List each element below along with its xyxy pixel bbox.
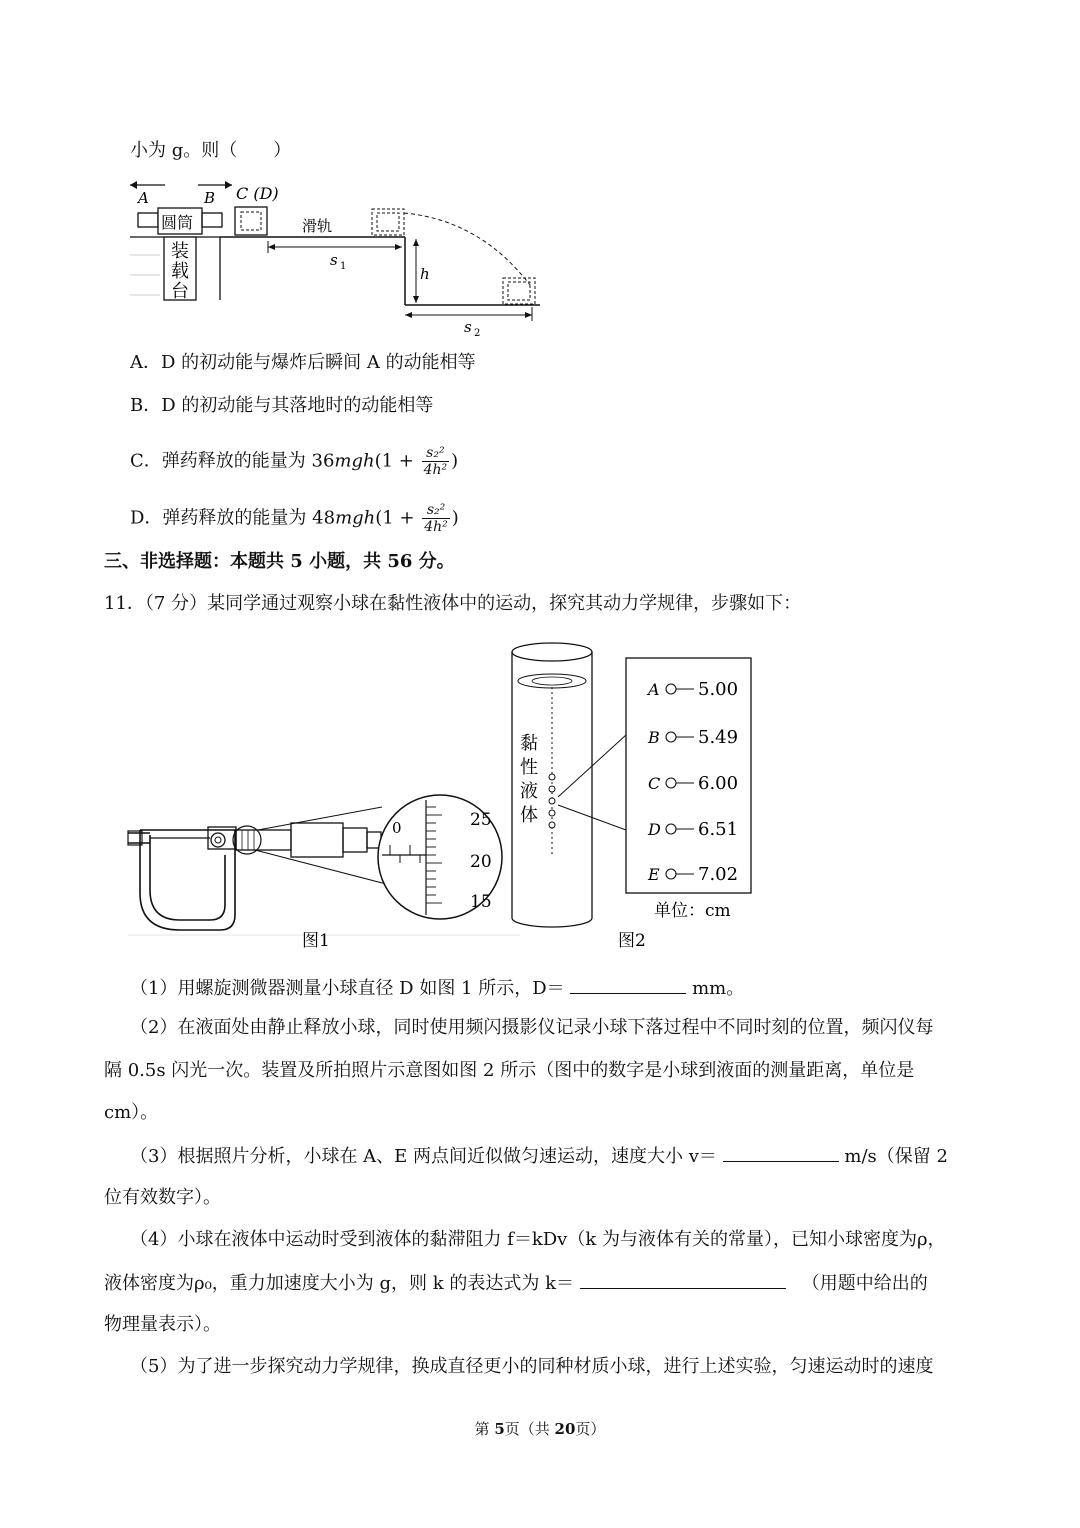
mic-20-label: 20: [470, 852, 492, 872]
mic-25-label: 25: [470, 810, 492, 830]
section-mid: 小题，共: [302, 551, 388, 572]
option-c-paren-open: (1 +: [374, 450, 420, 472]
q11-part-4-line-2: [104, 1270, 928, 1296]
answer-blank-k[interactable]: [580, 1270, 786, 1289]
page-footer: [0, 1418, 1080, 1439]
point-c-label: C: [648, 774, 661, 793]
frac-denominator: 4h²: [423, 462, 448, 478]
fig1-caption: 图1: [302, 931, 330, 951]
q11-part-2-line-1: （2）在液面处由静止释放小球，同时使用频闪摄影仪记录小球下落过程中不同时刻的位置，频闪仪每: [130, 1017, 934, 1038]
option-c-vars: mgh: [334, 450, 375, 472]
section-count: 5: [290, 551, 303, 572]
answer-blank-v[interactable]: [723, 1143, 839, 1162]
h-label: h: [420, 265, 430, 283]
part-4-text: 液体密度为ρ₀，重力加速度大小为 g，则 k 的表达式为 k＝: [104, 1273, 580, 1294]
part-4-tail: （用题中给出的: [801, 1273, 928, 1294]
option-d-vars: mgh: [335, 507, 376, 529]
q11-part-3-line-2: 位有效数字）。: [104, 1187, 221, 1208]
point-a-label: A: [648, 680, 660, 699]
mic-zero-label: 0: [392, 819, 402, 837]
q11-part-2-line-3: cm）。: [104, 1102, 159, 1123]
part-3-text: （3）根据照片分析，小球在 A、E 两点间近似做匀速运动，速度大小 v＝: [130, 1146, 723, 1167]
q10-figure: [120, 175, 560, 345]
q11-part-5-line-1: （5）为了进一步探究动力学规律，换成直径更小的同种材质小球，进行上述实验，匀速运动时的速度: [130, 1356, 934, 1377]
fig2-caption: 图2: [618, 931, 646, 951]
q11-part-4-line-1: （4）小球在液体中运动时受到液体的黏滞阻力 f＝kDv（k 为与液体有关的常量），已知小球密度为ρ，: [130, 1229, 946, 1250]
footer-pre: 第: [474, 1420, 495, 1438]
section-prefix: 三、非选择题：本题共: [104, 551, 291, 572]
option-c-fraction: [422, 445, 450, 478]
q11-figure: [120, 635, 780, 960]
point-b-value: 5.49: [698, 727, 739, 748]
section-suffix: 分。: [412, 551, 455, 572]
point-d-label: D: [648, 820, 661, 839]
q10-option-c: [130, 445, 458, 478]
liquid-char-2: 性: [520, 757, 538, 778]
frac-numerator: s₂²: [422, 445, 450, 462]
label-b: B: [204, 189, 216, 207]
q11-part-4-line-3: 物理量表示）。: [104, 1314, 221, 1335]
q11-header: 11．（7 分）某同学通过观察小球在黏性液体中的运动，探究其动力学规律，步骤如下：: [104, 593, 802, 614]
label-a: A: [138, 189, 149, 207]
q10-option-a: A．D 的初动能与爆炸后瞬间 A 的动能相等: [130, 352, 476, 373]
point-b-label: B: [648, 728, 660, 747]
option-d-fraction: [422, 502, 450, 535]
option-c-text: C．弹药释放的能量为: [130, 450, 312, 472]
stand-char-1: 装: [171, 241, 189, 262]
footer-mid: 页（共: [504, 1420, 555, 1438]
s2-sub: 2: [474, 328, 481, 339]
stand-char-2: 载: [171, 261, 189, 282]
frac-numerator: s₂²: [422, 502, 450, 519]
mic-15-label: 15: [470, 892, 492, 912]
cylinder-label: 圆筒: [161, 213, 194, 232]
s1-sub: 1: [340, 261, 347, 272]
liquid-char-4: 体: [520, 805, 538, 826]
liquid-char-1: 黏: [520, 733, 538, 754]
point-e-label: E: [648, 865, 660, 884]
option-c-coef: 36: [311, 450, 335, 472]
unit-label: 单位：cm: [654, 901, 731, 921]
q10-option-d: [130, 502, 459, 535]
section-points: 56: [387, 551, 413, 572]
rail-label: 滑轨: [302, 217, 333, 235]
footer-total: 20: [554, 1420, 576, 1438]
q10-stem-tail: 小为 g。则（ ）: [130, 140, 292, 161]
footer-post: 页）: [575, 1420, 606, 1438]
point-d-value: 6.51: [698, 819, 739, 840]
footer-page: 5: [494, 1420, 505, 1438]
frac-denominator: 4h²: [424, 519, 448, 535]
section-3-heading: [104, 550, 455, 574]
option-d-text: D．弹药释放的能量为: [130, 507, 313, 529]
option-d-paren-open: (1 +: [375, 507, 421, 529]
point-c-value: 6.00: [698, 773, 739, 794]
option-d-coef: 48: [312, 507, 336, 529]
q11-part-1: [130, 975, 744, 1001]
label-cd: C (D): [236, 184, 279, 203]
point-e-value: 7.02: [698, 864, 739, 885]
option-c-paren-close: ): [451, 450, 459, 472]
s2-label: s: [464, 318, 472, 336]
q11-part-2-line-2: 隔 0.5s 闪光一次。装置及所拍照片示意图如图 2 所示（图中的数字是小球到液面的测量距离，单位是: [104, 1060, 915, 1081]
part-1-text: （1）用螺旋测微器测量小球直径 D 如图 1 所示，D＝: [130, 978, 571, 999]
stand-char-3: 台: [171, 281, 189, 302]
liquid-char-3: 液: [520, 781, 538, 802]
point-a-value: 5.00: [698, 679, 739, 700]
q11-part-3: [130, 1143, 948, 1169]
part-3-unit: m/s（保留 2: [838, 1146, 948, 1167]
q10-option-b: B．D 的初动能与其落地时的动能相等: [130, 395, 434, 416]
option-d-paren-close: ): [451, 507, 459, 529]
answer-blank-d[interactable]: [570, 975, 686, 994]
part-1-unit: mm。: [686, 978, 745, 999]
s1-label: s: [330, 251, 338, 269]
